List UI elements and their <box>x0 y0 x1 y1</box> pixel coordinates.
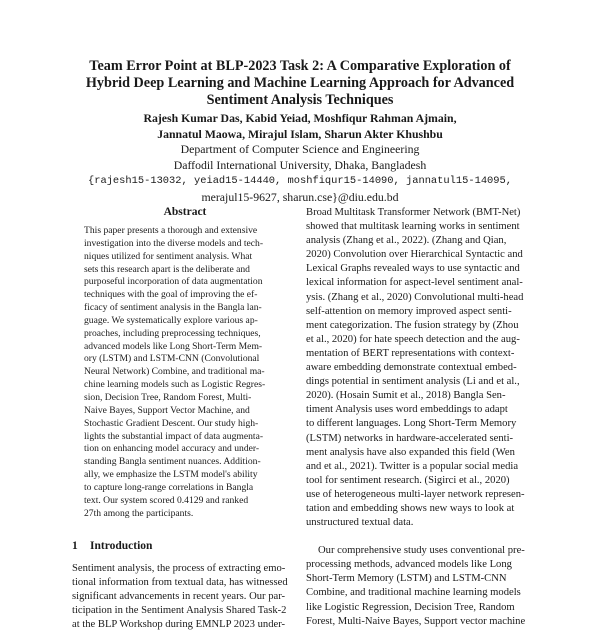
text-line: aware embedding demonstrate contextual embed- <box>306 362 517 374</box>
text-line: 2020) Convolution over Hierarchical Syntactic and <box>306 249 523 261</box>
text-line: lexical information for aspect-level sentiment anal- <box>306 277 523 289</box>
text-line: tool for sentiment research. (Sigirci et al., 2020) <box>306 474 510 486</box>
text-line: tion on enhancing model accuracy and under- <box>84 443 260 455</box>
text-line: (LSTM) networks in hardware-accelerated senti- <box>306 432 514 444</box>
text-line: 2020). (Hosain Sumit et al., 2018) Bangla Sen- <box>306 390 506 402</box>
text-line: 27th among the participants. <box>84 507 194 519</box>
text-line: timent Analysis uses word embeddings to adapt <box>306 404 508 416</box>
text-line: techniques with the goal of improving the ef- <box>84 289 258 301</box>
text-line: Sentiment analysis, the process of extracting emo- <box>72 563 286 574</box>
text-line: to capture long-range correlations in Bangla <box>84 481 254 493</box>
email-line: {rajesh15-13032, yeiad15-14440, moshfiqur15-14090, jannatul15-14095, <box>87 175 512 187</box>
text-line: ysis. (Zhang et al., 2020) Convolutional multi-head <box>306 291 524 303</box>
text-line: self-attention on memory improved aspect senti- <box>306 305 512 317</box>
section-number: 1 <box>72 540 78 552</box>
text-line: ory (LSTM) and LSTM-CNN (Convolutional <box>84 353 260 365</box>
text-line: tional information from textual data, has witnessed <box>72 577 288 588</box>
paragraph-related-work <box>306 206 532 530</box>
text-line: sion, Decision Tree, Random Forest, Multi- <box>84 391 252 403</box>
text-line: tation and embedding shows new ways to look at <box>306 502 515 514</box>
text-line: standing Bangla sentiment nuances. Addition- <box>84 456 261 468</box>
text-line: use of heterogeneous multi-layer network represen- <box>306 488 525 500</box>
text-line: and et al., 2021). Twitter is a popular social media <box>306 460 519 472</box>
text-line: niques utilized for sentiment analysis. What <box>84 250 253 262</box>
text-line: guage. We systematically explore various ap- <box>84 314 258 326</box>
text-line: advanced models like Long Short-Term Mem- <box>84 340 263 352</box>
paper-title <box>60 58 540 109</box>
text-line: mentation of BERT representations with context- <box>306 347 515 359</box>
text-line: sets this research apart is the deliberate and <box>84 263 250 275</box>
text-line: dings potential in sentiment analysis (Li and et al., <box>306 376 520 388</box>
university: Daffodil International University, Dhaka, Bangladesh <box>173 158 427 172</box>
text-line: This paper presents a thorough and extensive <box>84 225 258 236</box>
text-line: purposeful incorporation of data augmentation <box>84 276 263 288</box>
text-line: investigation into the diverse models and tech- <box>84 237 264 249</box>
text-line: et al., 2020) for hate speech detection and the aug- <box>306 333 520 345</box>
text-line: Naive Bayes, Support Vector Machine, and <box>84 404 250 416</box>
text-line: at the BLP Workshop during EMNLP 2023 under- <box>72 619 286 630</box>
department: Department of Computer Science and Engineering <box>180 142 420 156</box>
text-line: Stochastic Gradient Descent. Our study high- <box>84 417 259 429</box>
affiliation-block <box>40 141 560 205</box>
text-line: ally, we emphasize the LSTM model's ability <box>84 469 258 481</box>
text-line: Broad Multitask Transformer Network (BMT-Net) <box>306 207 521 218</box>
text-line: showed that multitask learning works in sentiment <box>306 221 520 233</box>
text-line: to different languages. Long Short-Term Memory <box>306 418 517 430</box>
author-list <box>60 111 540 142</box>
paragraph-study-overview <box>306 544 532 629</box>
text-line: ment analysis have also expanded this field (Wen <box>306 446 515 458</box>
text-line: Our comprehensive study uses conventional pre- <box>318 545 525 557</box>
text-line: Combine, and traditional machine learning models <box>306 587 521 599</box>
introduction-body <box>72 562 298 632</box>
author-line: Rajesh Kumar Das, Kabid Yeiad, Moshfiqur Rahman Ajmain, <box>143 111 457 125</box>
text-line: analysis (Zhang et al., 2022). (Zhang and Qian, <box>306 235 507 247</box>
text-line: ment categorization. The fusion strategy by (Zhou <box>306 319 519 331</box>
text-line: text. Our system scored 0.4129 and ranked <box>84 494 249 506</box>
text-line: Short-Term Memory (LSTM) and LSTM-CNN <box>306 573 507 585</box>
right-column <box>306 206 532 629</box>
paragraph-gap <box>306 530 532 544</box>
text-line: lights the substantial impact of data augmenta- <box>84 430 264 442</box>
text-line: like Logistic Regression, Decision Tree, Random <box>306 601 515 613</box>
author-line: Jannatul Maowa, Mirajul Islam, Sharun Akter Khushbu <box>157 126 443 141</box>
title-line: Hybrid Deep Learning and Machine Learning Approach for Advanced <box>85 75 515 91</box>
text-line: Neural Network) Combine, and traditional ma- <box>84 366 265 378</box>
text-line: processing methods, advanced models like Long <box>306 559 512 571</box>
abstract-body <box>84 225 284 520</box>
text-line: ficacy of sentiment analysis in the Bangla lan- <box>84 302 262 314</box>
text-line: unstructured textual data. <box>306 517 414 529</box>
email-line: merajul15-9627, sharun.cse}@diu.edu.bd <box>201 190 399 204</box>
section-title: Introduction <box>90 540 153 552</box>
section-heading <box>72 540 152 552</box>
text-line: significant advancements in recent years. Our par- <box>72 591 286 602</box>
text-line: ticipation in the Sentiment Analysis Shared Task-2 <box>72 605 287 616</box>
title-line: Team Error Point at BLP-2023 Task 2: A Comparative Exploration of <box>89 58 511 74</box>
title-line: Sentiment Analysis Techniques <box>206 92 394 108</box>
text-line: Lexical Graphs revealed ways to use syntactic and <box>306 263 520 275</box>
text-line: chine learning models such as Logistic Regres- <box>84 379 266 391</box>
abstract-heading: Abstract <box>163 206 207 218</box>
text-line: Forest, Multi-Naive Bayes, Support vector machine <box>306 615 526 627</box>
text-line: proaches, including preprocessing techniques, <box>84 327 261 339</box>
